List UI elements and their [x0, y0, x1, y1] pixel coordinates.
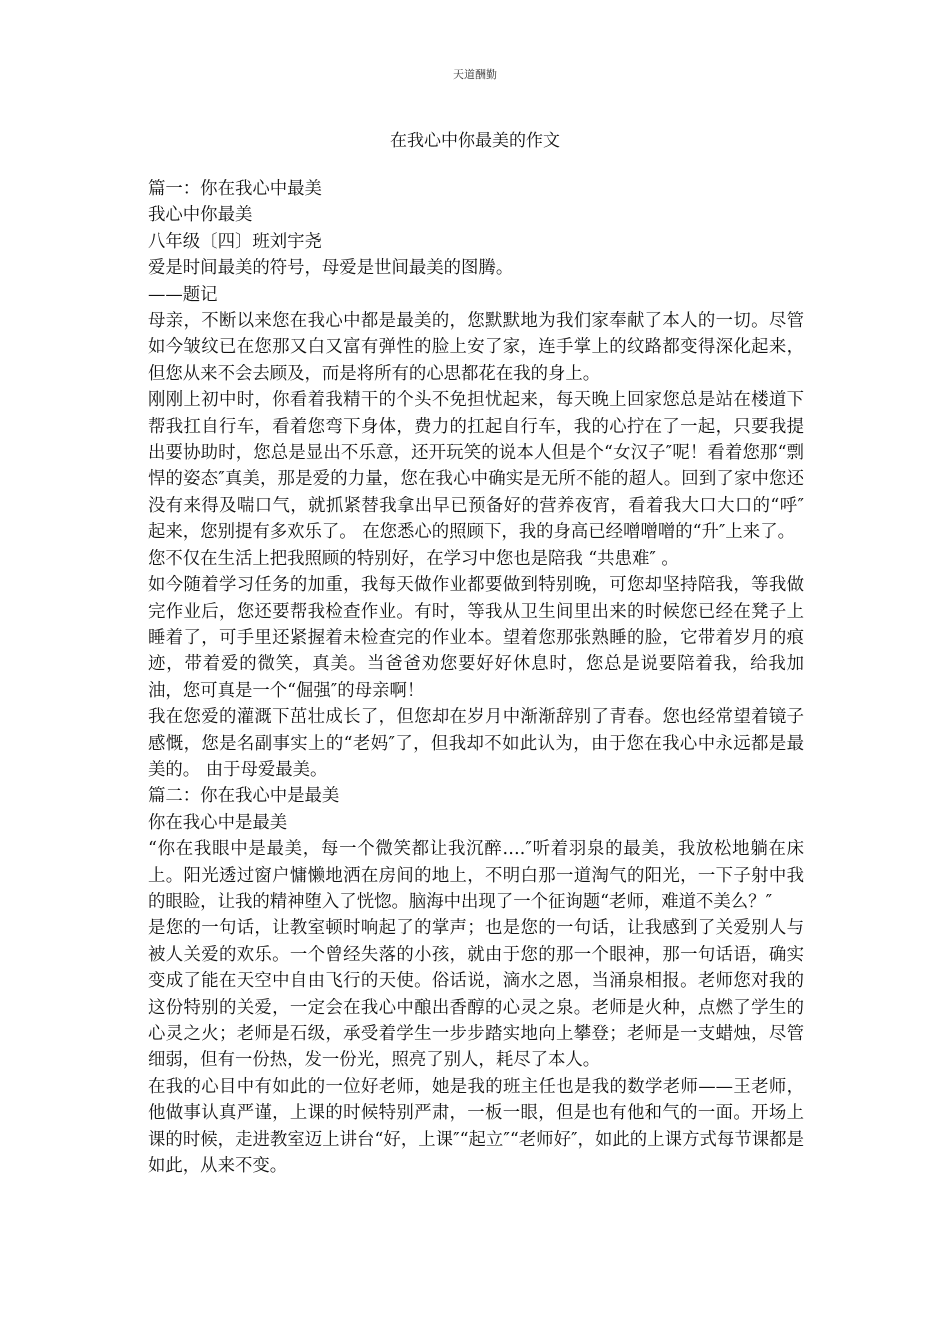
paragraph: 母亲，不断以来您在我心中都是最美的，您默默地为我们家奉献了本人的一切。尽管如今皱纹已在您那又白又富有弹性的脸上安了家，连手掌上的纹路都变得深化起来，但您从来不会去顾及，而是将所有的心思都花在我的身上。 [148, 311, 804, 384]
page-header: 天道酬勤 [453, 68, 497, 81]
paragraph: 我在您爱的灌溉下茁壮成长了，但您却在岁月中渐渐辞别了青春。您也经常望着镜子感慨，您是名副事实上的“老妈″了，但我却不如此认为，由于您在我心中永远都是最美的。 由于母爱最美。 [148, 707, 804, 780]
paragraph: 篇一：你在我心中最美 [148, 179, 322, 199]
document-title: 在我心中你最美的作文 [390, 131, 560, 151]
paragraph: 爱是时间最美的符号，母爱是世间最美的图腾。 [148, 258, 514, 279]
paragraph: 是您的一句话，让教室顿时响起了的掌声；也是您的一句话，让我感到了关爱别人与被人关爱的欢乐。一个曾经失落的小孩，就由于您的那一个眼神，那一句话语，确实变成了能在天空中自由飞行的天使。俗话说，滴水之恩，当涌泉相报。老师您对我的这份特别的关爱，一定会在我心中酿出香醇的心灵之泉。老师是火种，点燃了学生的心灵之火；老师是石级，承受着学生一步步踏实地向上攀登；老师是一支蜡烛，尽管细弱，但有一份热，发一份光，照亮了别人，耗尽了本人。 [148, 918, 804, 1071]
paragraph: 八年级〔四〕班刘宇尧 [148, 231, 322, 252]
paragraph: 在我的心目中有如此的一位好老师，她是我的班主任也是我的数学老师——王老师，他做事认真严谨，上课的时候特别严肃，一板一眼，但是也有他和气的一面。开场上课的时候，走进教室迈上讲台“好，上课″“起立″“老师好″，如此的上课方式每节课都是如此，从来不变。 [148, 1076, 804, 1177]
paragraph: 我心中你最美 [148, 205, 253, 226]
paragraph: 篇二：你在我心中是最美 [148, 786, 340, 807]
paragraph: “你在我眼中是最美，每一个微笑都让我沉醉….″听着羽泉的最美，我放松地躺在床上。阳光透过窗户慵懒地洒在房间的地上，不明白那一道淘气的阳光，一下子射中我的眼睑，让我的精神堕入了恍惚。脑海中出现了一个征询题“老师，难道不美么？″ [148, 839, 804, 912]
paragraph: ——题记 [148, 284, 218, 305]
paragraph: 刚刚上初中时，你看着我精干的个头不免担忧起来，每天晚上回家您总是站在楼道下帮我扛自行车，看着您弯下身体，费力的扛起自行车，我的心拧在了一起，只要我提出要协助时，您总是显出不乐意，还开玩笑的说本人但是个“女汉子″呢！看着您那“剽悍的姿态″真美，那是爱的力量，您在我心中确实是无所不能的超人。回到了家中您还没有来得及喘口气，就抓紧替我拿出早已预备好的营养夜宵，看着我大口大口的“呼″起来，您别提有多欢乐了。 在您悉心的照顾下，我的身高已经噌噌噌的“升″上来了。 [148, 390, 804, 543]
paragraph: 您不仅在生活上把我照顾的特别好，在学习中您也是陪我 “共患难″ 。 [148, 548, 679, 569]
document-body [148, 176, 804, 1179]
paragraph: 如今随着学习任务的加重，我每天做作业都要做到特别晚，可您却坚持陪我，等我做完作业后，您还要帮我检查作业。有时，等我从卫生间里出来的时候您已经在凳子上睡着了，可手里还紧握着未检查完的作业本。望着您那张熟睡的脸，它带着岁月的痕迹，带着爱的微笑，真美。当爸爸劝您要好好休息时，您总是说要陪着我，给我加油，您可真是一个“倔强″的母亲啊！ [148, 575, 804, 701]
paragraph: 你在我心中是最美 [148, 812, 288, 833]
